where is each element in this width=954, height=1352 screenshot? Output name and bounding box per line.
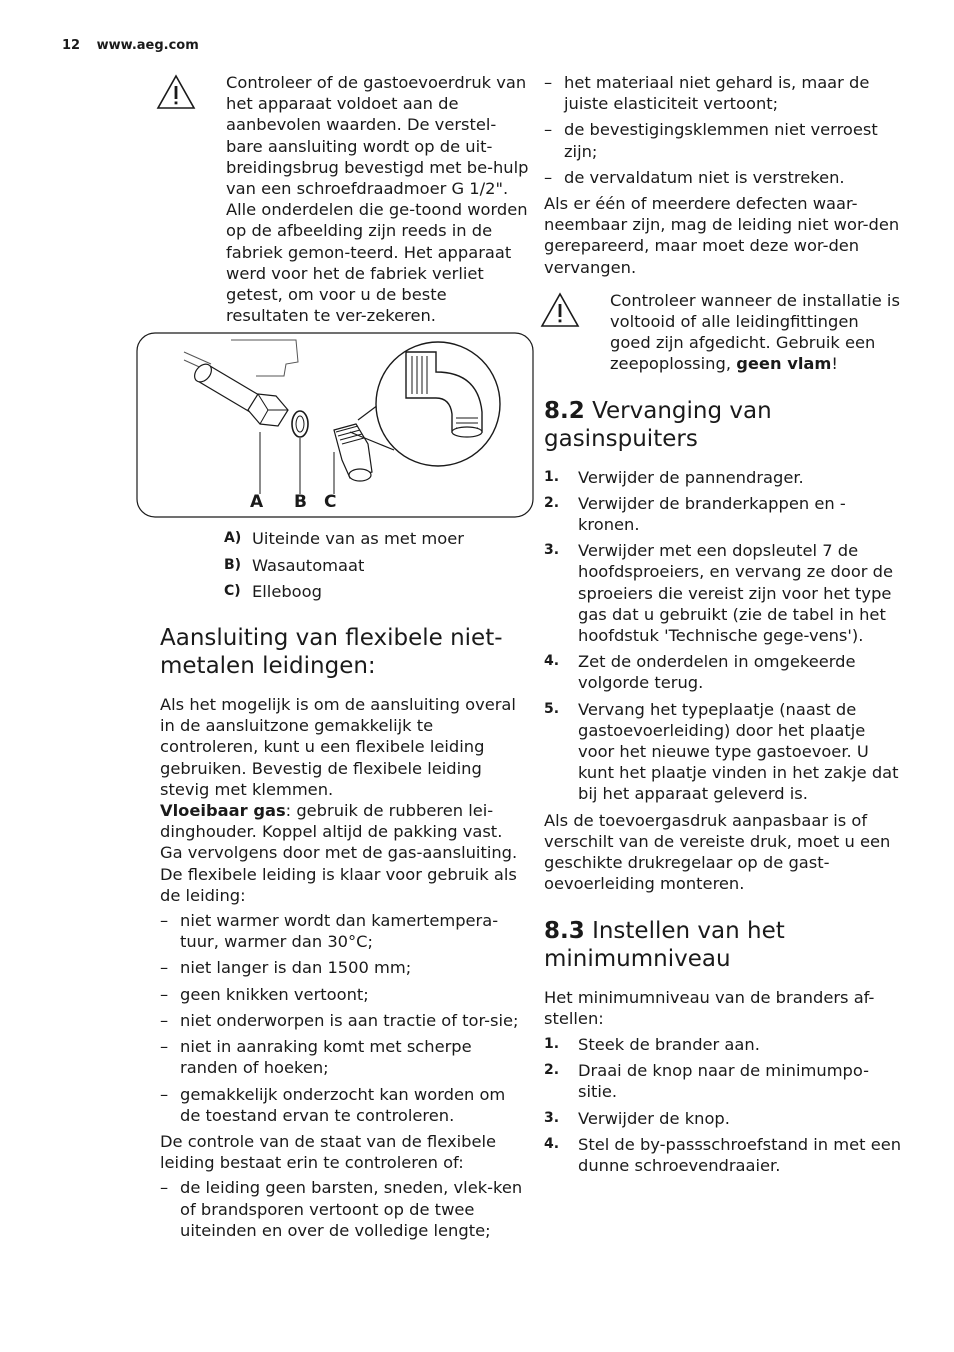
warning-block: [160, 72, 530, 326]
section-number: 8.2: [544, 397, 585, 424]
step-text: Vervang het typeplaatje (naast de gastoevoerleiding) door het plaatje voor het nieuwe type gastoevoer. U kunt het plaatje vinden in het zakje dat bij het apparaat geleverd is.: [578, 699, 899, 804]
step-text: Verwijder de knop.: [578, 1108, 730, 1128]
page-header: [62, 38, 211, 53]
step-item: [544, 493, 904, 535]
step-item: [544, 1108, 904, 1129]
diagram-label-b: B: [294, 492, 307, 513]
legend-item: [224, 555, 530, 576]
step-number: 3.: [544, 1109, 560, 1126]
legend-text: Elleboog: [252, 581, 322, 601]
pipe-conditions-list: [160, 910, 530, 1126]
step-number: 3.: [544, 542, 560, 559]
legend-key: C): [224, 582, 241, 599]
list-item: – niet warmer wordt dan kamertempera-tuur, warmer dan 30°C;: [160, 910, 530, 952]
warning-icon: [540, 292, 580, 328]
diagram-legend: [224, 528, 530, 602]
step-number: 2.: [544, 494, 560, 511]
step-number: 1.: [544, 1035, 560, 1052]
step-number: 1.: [544, 468, 560, 485]
legend-text: Uiteinde van as met moer: [252, 529, 464, 549]
step-item: [544, 1034, 904, 1055]
step-text: Verwijder de pannendrager.: [578, 467, 804, 487]
diagram-illustration: [136, 332, 534, 518]
steps-8-3: [544, 1034, 904, 1176]
pressure-paragraph: Als de toevoergasdruk aanpasbaar is of verschilt van de vereiste druk, moet u een geschikte drukregelaar op de gast-oevoerleiding monteren.: [544, 810, 891, 894]
diagram-label-c: C: [324, 492, 337, 513]
warning-text-bold: geen vlam: [736, 354, 832, 374]
step-text: Steek de brander aan.: [578, 1034, 760, 1054]
warning-icon: [156, 74, 196, 110]
liquid-gas-paragraph: [160, 800, 530, 906]
list-item: – de vervaldatum niet is verstreken.: [544, 167, 904, 188]
step-item: [544, 1060, 904, 1102]
right-column: [544, 72, 904, 1181]
legend-item: [224, 528, 530, 549]
list-item: – niet langer is dan 1500 mm;: [160, 957, 530, 978]
step-item: [544, 651, 904, 693]
section-8-2-heading: [544, 397, 904, 453]
website-url: www.aeg.com: [96, 38, 199, 53]
minimum-level-intro: Het minimumniveau van de branders af-stellen:: [544, 987, 875, 1028]
list-item: – niet onderworpen is aan tractie of tor-sie;: [160, 1010, 530, 1031]
steps-8-2: [544, 467, 904, 805]
step-text: Draai de knop naar de minimumpo-sitie.: [578, 1061, 870, 1102]
list-item: – de leiding geen barsten, sneden, vlek-ken of brandsporen vertoont op de twee uiteinden en over de volledige lengte;: [160, 1177, 530, 1241]
diagram-label-a: A: [250, 492, 264, 513]
legend-key: B): [224, 556, 242, 573]
inspection-paragraph: De controle van de staat van de flexibele leiding bestaat erin te controleren of:: [160, 1131, 497, 1173]
legend-item: [224, 581, 530, 602]
warning-text-end: !: [831, 354, 838, 374]
defects-paragraph: Als er één of meerdere defecten waar-neembaar zijn, mag de leiding niet wor-den gerepareerd, maar moet deze wor-den vervangen.: [544, 194, 900, 277]
warning-text-main: Controleer wanneer de installatie is voltooid of alle leidingfittingen goed zijn afgedicht. Gebruik een zeepoplossing,: [610, 290, 900, 374]
connection-diagram: [136, 332, 534, 518]
step-item: [544, 540, 904, 646]
legend-text: Wasautomaat: [252, 555, 365, 575]
step-number: 4.: [544, 653, 560, 670]
list-item: – de bevestigingsklemmen niet verroest zijn;: [544, 119, 904, 161]
liquid-gas-label: Vloeibaar gas: [160, 801, 286, 821]
list-item: – het materiaal niet gehard is, maar de juiste elasticiteit vertoont;: [544, 72, 904, 114]
liquid-gas-text: : gebruik de rubberen lei-dinghouder. Koppel altijd de pakking vast. Ga vervolgens door met de gas-aansluiting. De flexibele leiding is klaar voor gebruik als de leiding:: [160, 801, 518, 905]
list-item: – niet in aanraking komt met scherpe randen of hoeken;: [160, 1036, 530, 1078]
warning-block: [544, 290, 904, 375]
step-item: [544, 699, 904, 805]
list-item: – geen knikken vertoont;: [160, 984, 530, 1005]
step-number: 2.: [544, 1062, 560, 1079]
step-item: [544, 467, 904, 488]
step-text: Zet de onderdelen in omgekeerde volgorde terug.: [578, 652, 856, 693]
section-title: Vervanging van gasinspuiters: [544, 397, 772, 452]
warning-text: [610, 290, 904, 375]
inspection-list: [160, 1177, 530, 1241]
page-number: 12: [62, 38, 81, 53]
inspection-list-continued: [544, 72, 904, 188]
section-title: Instellen van het minimumniveau: [544, 917, 785, 972]
step-number: 5.: [544, 700, 560, 717]
left-column: [160, 72, 530, 1246]
section-number: 8.3: [544, 917, 585, 944]
step-text: Stel de by-passschroefstand in met een dunne schroevendraaier.: [578, 1134, 902, 1175]
warning-text: Controleer of de gastoevoerdruk van het apparaat voldoet aan de aanbevolen waarden. De verstel-bare aansluiting wordt op de uit-breidingsbrug bevestigd met be-hulp van een schroefdraadmoer G 1/2". Alle onderdelen die ge-toond worden op de afbeelding zijn reeds in de fabriek gemon-teerd. Het apparaat werd voor het de fabriek verliet getest, om voor u de beste resultaten te ver-zekeren.: [226, 73, 529, 326]
step-text: Verwijder met een dopsleutel 7 de hoofdsproeiers, en vervang ze door de sproeiers die vereist zijn voor het type gas dat u gebruikt (zie de tabel in het hoofdstuk 'Technische gege-vens').: [578, 541, 894, 646]
flexible-pipe-heading: Aansluiting van flexibele niet-metalen leidingen:: [160, 625, 503, 680]
intro-paragraph: Als het mogelijk is om de aansluiting overal in de aansluitzone gemakkelijk te controleren, kunt u een flexibele leiding gebruiken. Bevestig de flexibele leiding stevig met klemmen.: [160, 695, 516, 799]
step-item: [544, 1134, 904, 1176]
step-number: 4.: [544, 1135, 560, 1152]
section-8-3-heading: [544, 917, 904, 973]
legend-key: A): [224, 530, 242, 547]
step-text: Verwijder de branderkappen en -kronen.: [578, 493, 846, 535]
list-item: – gemakkelijk onderzocht kan worden om de toestand ervan te controleren.: [160, 1084, 530, 1126]
